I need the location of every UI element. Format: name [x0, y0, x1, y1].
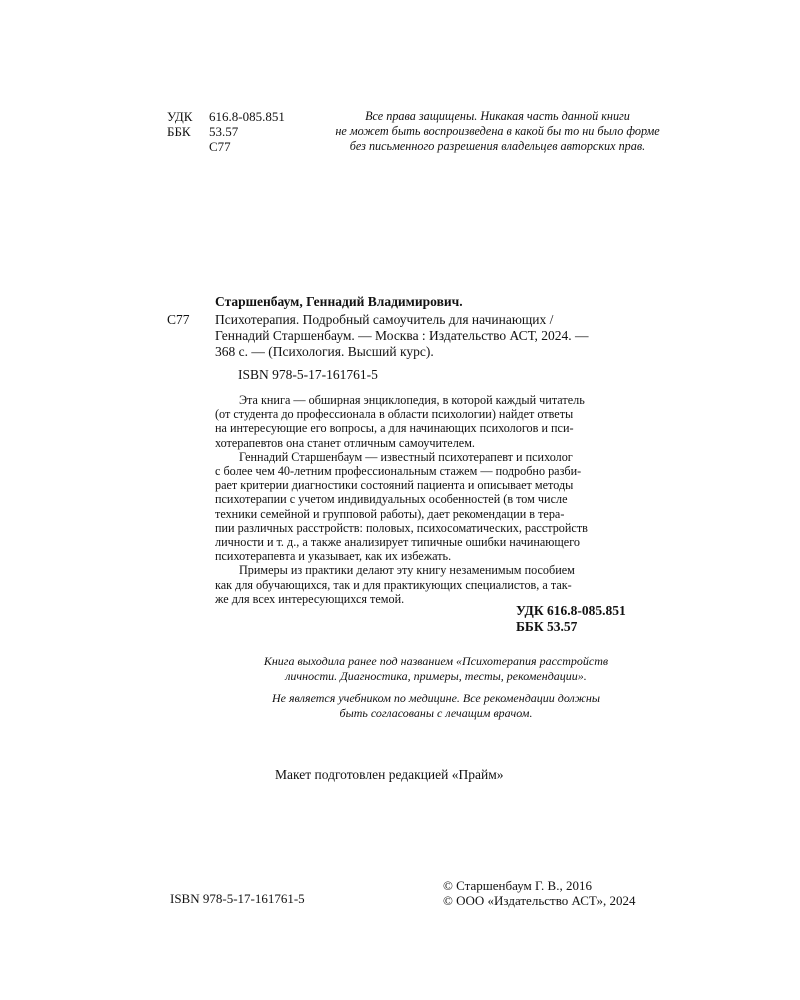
- bbk-bottom: ББК 53.57: [516, 619, 578, 634]
- abstract-line: с более чем 40-летним профессиональным стажем — подробно разби-: [215, 464, 582, 479]
- bbk-value: 53.57: [209, 124, 239, 139]
- udk-value: 616.8-085.851: [209, 109, 285, 124]
- description-line: 368 с. — (Психология. Высший курс).: [215, 344, 434, 359]
- abstract-line: психотерапии с учетом индивидуальных особенностей (в том числе: [215, 492, 568, 507]
- previous-title-line: Книга выходила ранее под названием «Психотерапия расстройств: [263, 654, 609, 668]
- rights-line: без письменного разрешения владельцев авторских прав.: [349, 139, 646, 153]
- abstract-line: пии различных расстройств: половых, психосоматических, расстройств: [215, 520, 588, 535]
- bbk-label: ББК: [167, 124, 191, 139]
- abstract-line: техники семейной и групповой работы), дает рекомендации в тера-: [215, 506, 565, 521]
- abstract-line: хотерапевтов она станет отличным самоучителем.: [215, 435, 475, 450]
- abstract-line: же для всех интересующихся темой.: [215, 591, 405, 606]
- medical-notice-line: Не является учебником по медицине. Все рекомендации должны: [271, 691, 601, 705]
- copyright-block: [443, 878, 636, 908]
- abstract-line: (от студента до профессионала в области психологии) найдет ответы: [215, 407, 574, 422]
- udk-row: [167, 109, 285, 124]
- copyright-line: © ООО «Издательство АСТ», 2024: [443, 893, 636, 908]
- catalog-author: Старшенбаум, Геннадий Владимирович.: [215, 294, 463, 309]
- bbk-row: [167, 124, 285, 139]
- footer-isbn: ISBN 978-5-17-161761-5: [170, 891, 305, 906]
- rights-line: Все права защищены. Никакая часть данной книги: [365, 109, 630, 123]
- abstract-line: Геннадий Старшенбаум — известный психотерапевт и психолог: [239, 449, 573, 464]
- abstract-line: психотерапевта и указывает, как их избежать.: [215, 549, 452, 564]
- layout-credit: Макет подготовлен редакцией «Прайм»: [275, 767, 504, 782]
- abstract-line: Примеры из практики делают эту книгу незаменимым пособием: [239, 563, 575, 578]
- medical-notice-line: быть согласованы с лечащим врачом.: [339, 706, 533, 720]
- abstract: [215, 393, 655, 606]
- abstract-line: как для обучающихся, так и для практикующих специалистов, а так-: [215, 577, 572, 592]
- top-classification: [167, 109, 285, 154]
- catalog-description: [215, 312, 653, 360]
- bottom-classification: [516, 603, 626, 635]
- previous-title-note: [215, 654, 657, 684]
- abstract-line: рает критерии диагностики состояний пациента и описывает методы: [215, 478, 574, 493]
- previous-title-line: личности. Диагностика, примеры, тесты, рекомендации».: [285, 669, 587, 683]
- description-line: Психотерапия. Подробный самоучитель для начинающих /: [215, 312, 554, 327]
- description-line: Геннадий Старшенбаум. — Москва : Издательство АСТ, 2024. —: [215, 328, 589, 343]
- catalog-isbn: ISBN 978-5-17-161761-5: [238, 367, 378, 382]
- author-code-top: С77: [209, 139, 231, 154]
- abstract-line: личности и т. д., а также анализирует типичные ошибки начинающего: [215, 535, 580, 550]
- catalog-code: С77: [167, 312, 190, 327]
- copyright-line: © Старшенбаум Г. В., 2016: [443, 878, 592, 893]
- rights-notice: [310, 109, 685, 154]
- abstract-line: Эта книга — обширная энциклопедия, в которой каждый читатель: [239, 393, 585, 407]
- udk-bottom: УДК 616.8-085.851: [516, 603, 626, 618]
- rights-line: не может быть воспроизведена в какой бы то ни было форме: [335, 124, 660, 138]
- udk-label: УДК: [167, 109, 193, 124]
- abstract-line: на интересующие его вопросы, а для начинающих психологов и пси-: [215, 421, 574, 436]
- medical-notice: [215, 691, 657, 721]
